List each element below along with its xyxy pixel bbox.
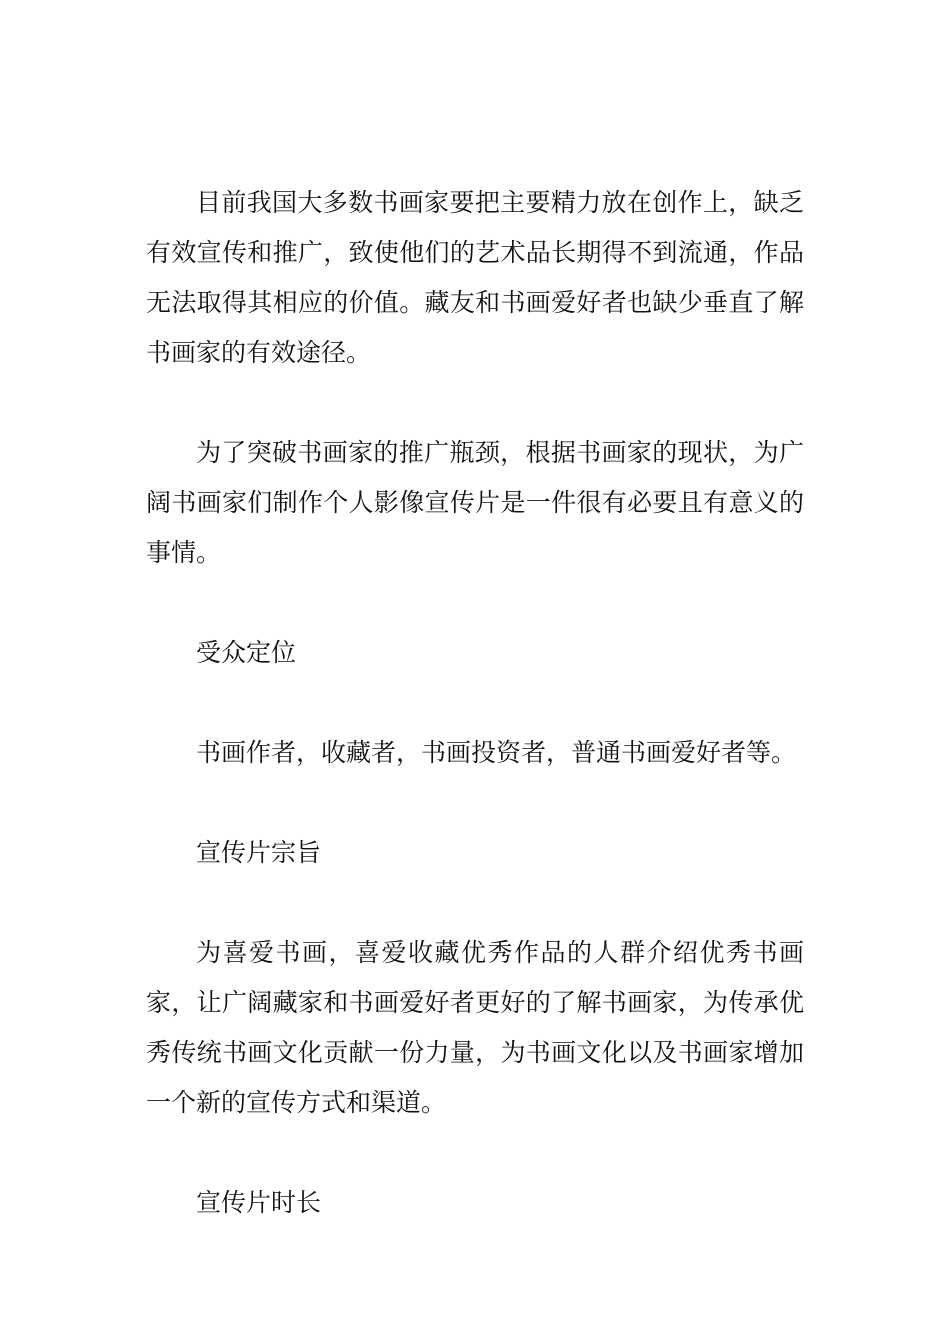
paragraph-purpose: 为了突破书画家的推广瓶颈，根据书画家的现状，为广阔书画家们制作个人影像宣传片是一件很有必要且有意义的事情。 (146, 438, 804, 567)
paragraph-mission: 为喜爱书画，喜爱收藏优秀作品的人群介绍优秀书画家，让广阔藏家和书画爱好者更好的了解书画家，为传承优秀传统书画文化贡献一份力量，为书画文化以及书画家增加一个新的宣传方式和渠道。 (146, 938, 804, 1117)
heading-duration: 宣传片时长 (196, 1188, 322, 1217)
document-page (146, 178, 804, 1278)
paragraph-intro: 目前我国大多数书画家要把主要精力放在创作上，缺乏有效宣传和推广，致使他们的艺术品长期得不到流通，作品无法取得其相应的价值。藏友和书画爱好者也缺少垂直了解书画家的有效途径。 (146, 188, 804, 367)
heading-audience: 受众定位 (196, 638, 297, 667)
heading-mission: 宣传片宗旨 (196, 838, 322, 867)
paragraph-audience: 书画作者，收藏者，书画投资者，普通书画爱好者等。 (196, 738, 797, 767)
